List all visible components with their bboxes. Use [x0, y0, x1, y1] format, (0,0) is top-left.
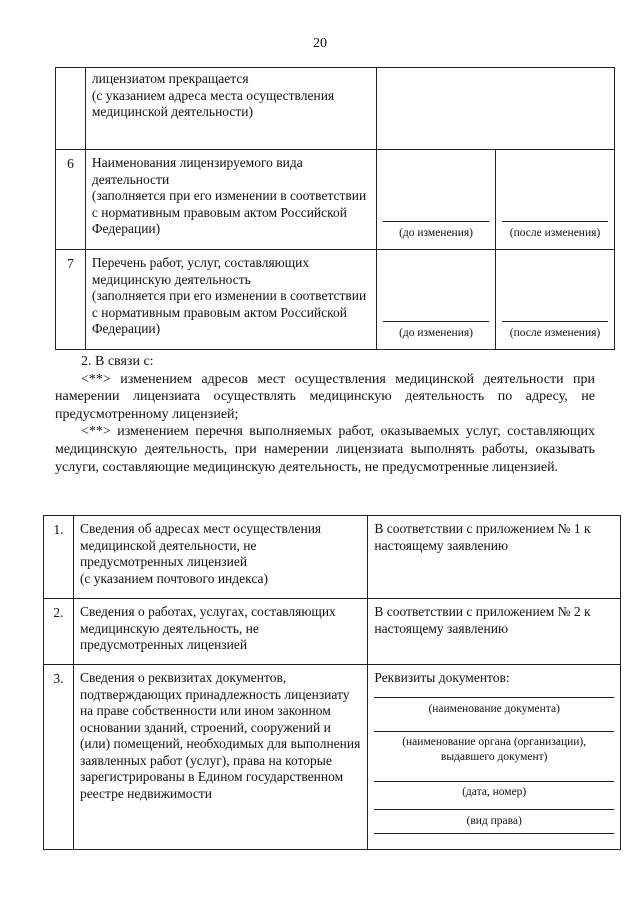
signature-line — [502, 221, 608, 222]
value-cell — [377, 68, 615, 150]
row-number: 3. — [44, 665, 74, 850]
signature-line — [502, 321, 608, 322]
after-change-cell — [496, 250, 615, 350]
row-number: 2. — [44, 599, 74, 665]
signature-line — [383, 321, 489, 322]
blank-line — [374, 697, 614, 698]
after-caption: (после изменения) — [509, 326, 601, 339]
row-number-cell — [56, 68, 86, 150]
blank-line — [374, 781, 614, 782]
document-details-cell — [368, 665, 621, 850]
row-text: Сведения об адресах мест осуществления медицинской деятельности, не предусмотренных лицензией (с указанием почтового индекса) — [73, 516, 367, 599]
row-value: В соответствии с приложением № 2 к настоящему заявлению — [368, 599, 621, 665]
table-row — [56, 150, 615, 250]
before-change-cell — [377, 150, 496, 250]
row-text: лицензиатом прекращается (с указанием адреса места осуществления медицинской деятельности) — [85, 68, 376, 150]
page-number: 20 — [313, 36, 327, 51]
row-text: Сведения о реквизитах документов, подтверждающих принадлежность лицензиату на праве собственности или ином законном основании зданий, строений, сооружений и (или) помещений, необходимых для выполнения заявленных работ (услуг), права на которые зарегистрированы в Едином государственном реестре недвижимости — [73, 665, 367, 850]
row-text: Сведения о работах, услугах, составляющих медицинскую деятельность, не предусмотренных лицензией — [73, 599, 367, 665]
caption-date-number: (дата, номер) — [462, 785, 527, 798]
blank-line — [374, 833, 614, 834]
license-table-continued — [55, 67, 615, 350]
info-table — [43, 515, 621, 850]
before-change-cell — [377, 250, 496, 350]
after-caption: (после изменения) — [509, 226, 601, 239]
table-row — [56, 250, 615, 350]
caption-issuing-org: (наименование органа (организации), выдавшего документ) — [402, 735, 587, 763]
row-number: 7 — [56, 250, 86, 350]
row-text: Перечень работ, услуг, составляющих медицинскую деятельность (заполняется при его изменении в соответствии с нормативным правовым актом Российской Федерации) — [85, 250, 376, 350]
row-number: 6 — [56, 150, 86, 250]
reason-item-addresses: <**> изменением адресов мест осуществления медицинской деятельности при намерении лицензиата осуществлять медицинскую деятельность по адресу, не предусмотренному лицензией; — [55, 371, 595, 422]
table-row — [44, 599, 621, 665]
row-text: Наименования лицензируемого вида деятельности (заполняется при его изменении в соответствии с нормативным правовым актом Российской Федерации) — [85, 150, 376, 250]
blank-line — [374, 731, 614, 732]
table-row — [44, 516, 621, 599]
caption-right-type: (вид права) — [466, 814, 522, 827]
section-2-text — [55, 353, 595, 476]
before-caption: (до изменения) — [399, 326, 473, 339]
row-value: В соответствии с приложением № 1 к настоящему заявлению — [368, 516, 621, 599]
signature-line — [383, 221, 489, 222]
row-number: 1. — [44, 516, 74, 599]
details-title: Реквизиты документов: — [374, 670, 510, 685]
before-caption: (до изменения) — [399, 226, 473, 239]
caption-document-name: (наименование документа) — [428, 702, 560, 715]
table-row — [56, 68, 615, 150]
after-change-cell — [496, 150, 615, 250]
table-row — [44, 665, 621, 850]
blank-line — [374, 809, 614, 810]
reason-item-works: <**> изменением перечня выполняемых работ, оказываемых услуг, составляющих медицинскую деятельность, при намерении лицензиата выполнять работы, оказывать услуги, составляющие медицинскую деятельность, не предусмотренные лицензией. — [55, 424, 595, 475]
section-heading: 2. В связи с: — [81, 354, 154, 369]
